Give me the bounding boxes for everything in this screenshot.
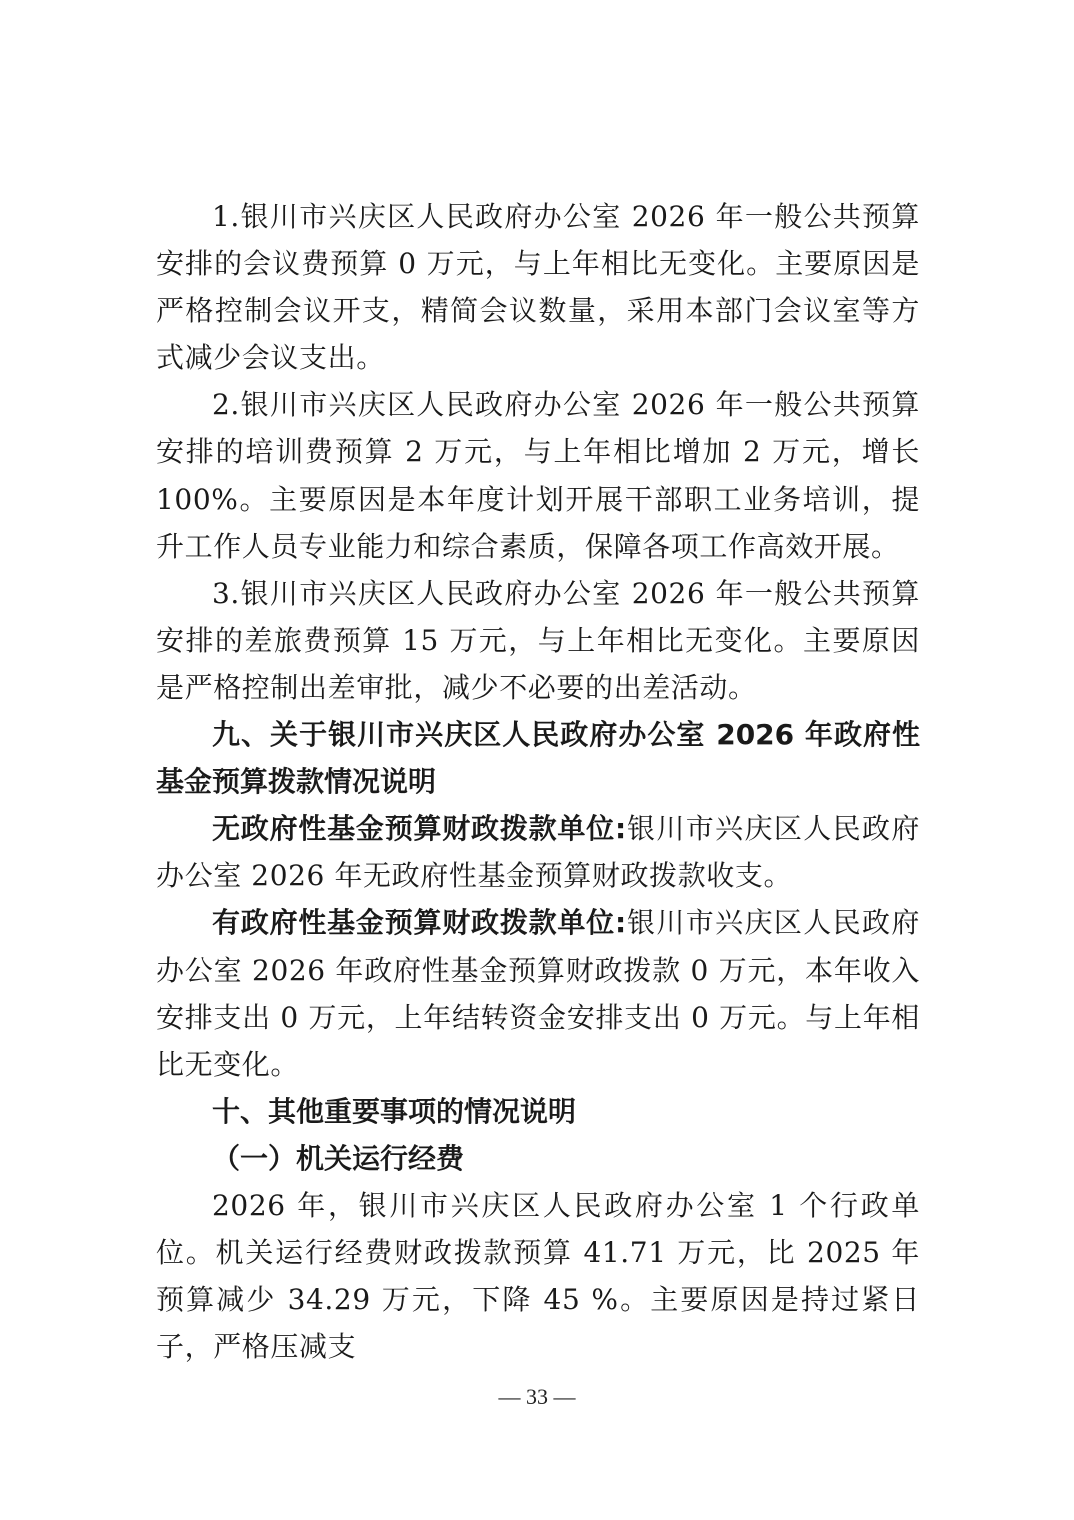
page-number: — 33 — — [498, 1384, 576, 1409]
paragraph-travel-fee: 3.银川市兴庆区人民政府办公室 2026 年一般公共预算安排的差旅费预算 15 万元，与上年相比无变化。主要原因是严格控制出差审批，减少不必要的出差活动。 — [156, 576, 920, 704]
paragraph-training-fee: 2.银川市兴庆区人民政府办公室 2026 年一般公共预算安排的培训费预算 2 万元，与上年相比增加 2 万元，增长100%。主要原因是本年度计划开展干部职工业务培训，提升工作人员专业能力和综合素质，保障各项工作高效开展。 — [156, 388, 920, 563]
paragraph-meeting-fee: 1.银川市兴庆区人民政府办公室 2026 年一般公共预算安排的会议费预算 0 万元，与上年相比无变化。主要原因是严格控制会议开支，精简会议数量，采用本部门会议室等方式减少会议支出。 — [156, 200, 920, 375]
lead-label-no-fund: 无政府性基金预算财政拨款单位: — [212, 812, 627, 846]
paragraph-operating-funds: 2026 年，银川市兴庆区人民政府办公室 1 个行政单位。机关运行经费财政拨款预算 41.71 万元，比 2025 年预算减少 34.29 万元，下降 45 %。主要原因是持过紧日子，严格压减支 — [156, 1188, 920, 1364]
lead-label-with-fund: 有政府性基金预算财政拨款单位: — [212, 906, 627, 940]
section-heading-ten: 十、其他重要事项的情况说明 — [212, 1094, 577, 1128]
section-heading-nine: 九、关于银川市兴庆区人民政府办公室 2026 年政府性基金预算拨款情况说明 — [156, 718, 920, 799]
paragraph-no-fund-unit — [156, 805, 920, 899]
subsection-heading-operating-funds: （一）机关运行经费 — [212, 1141, 465, 1175]
paragraph-with-fund-text: 银川市兴庆区人民政府办公室 2026 年政府性基金预算财政拨款 0 万元，本年收入安排支出 0 万元，上年结转资金安排支出 0 万元。与上年相比无变化。 — [156, 906, 920, 1081]
document-body — [156, 193, 920, 1370]
paragraph-with-fund-unit — [156, 899, 920, 1087]
paragraph-no-fund-text: 银川市兴庆区人民政府办公室 2026 年无政府性基金预算财政拨款收支。 — [156, 812, 920, 893]
